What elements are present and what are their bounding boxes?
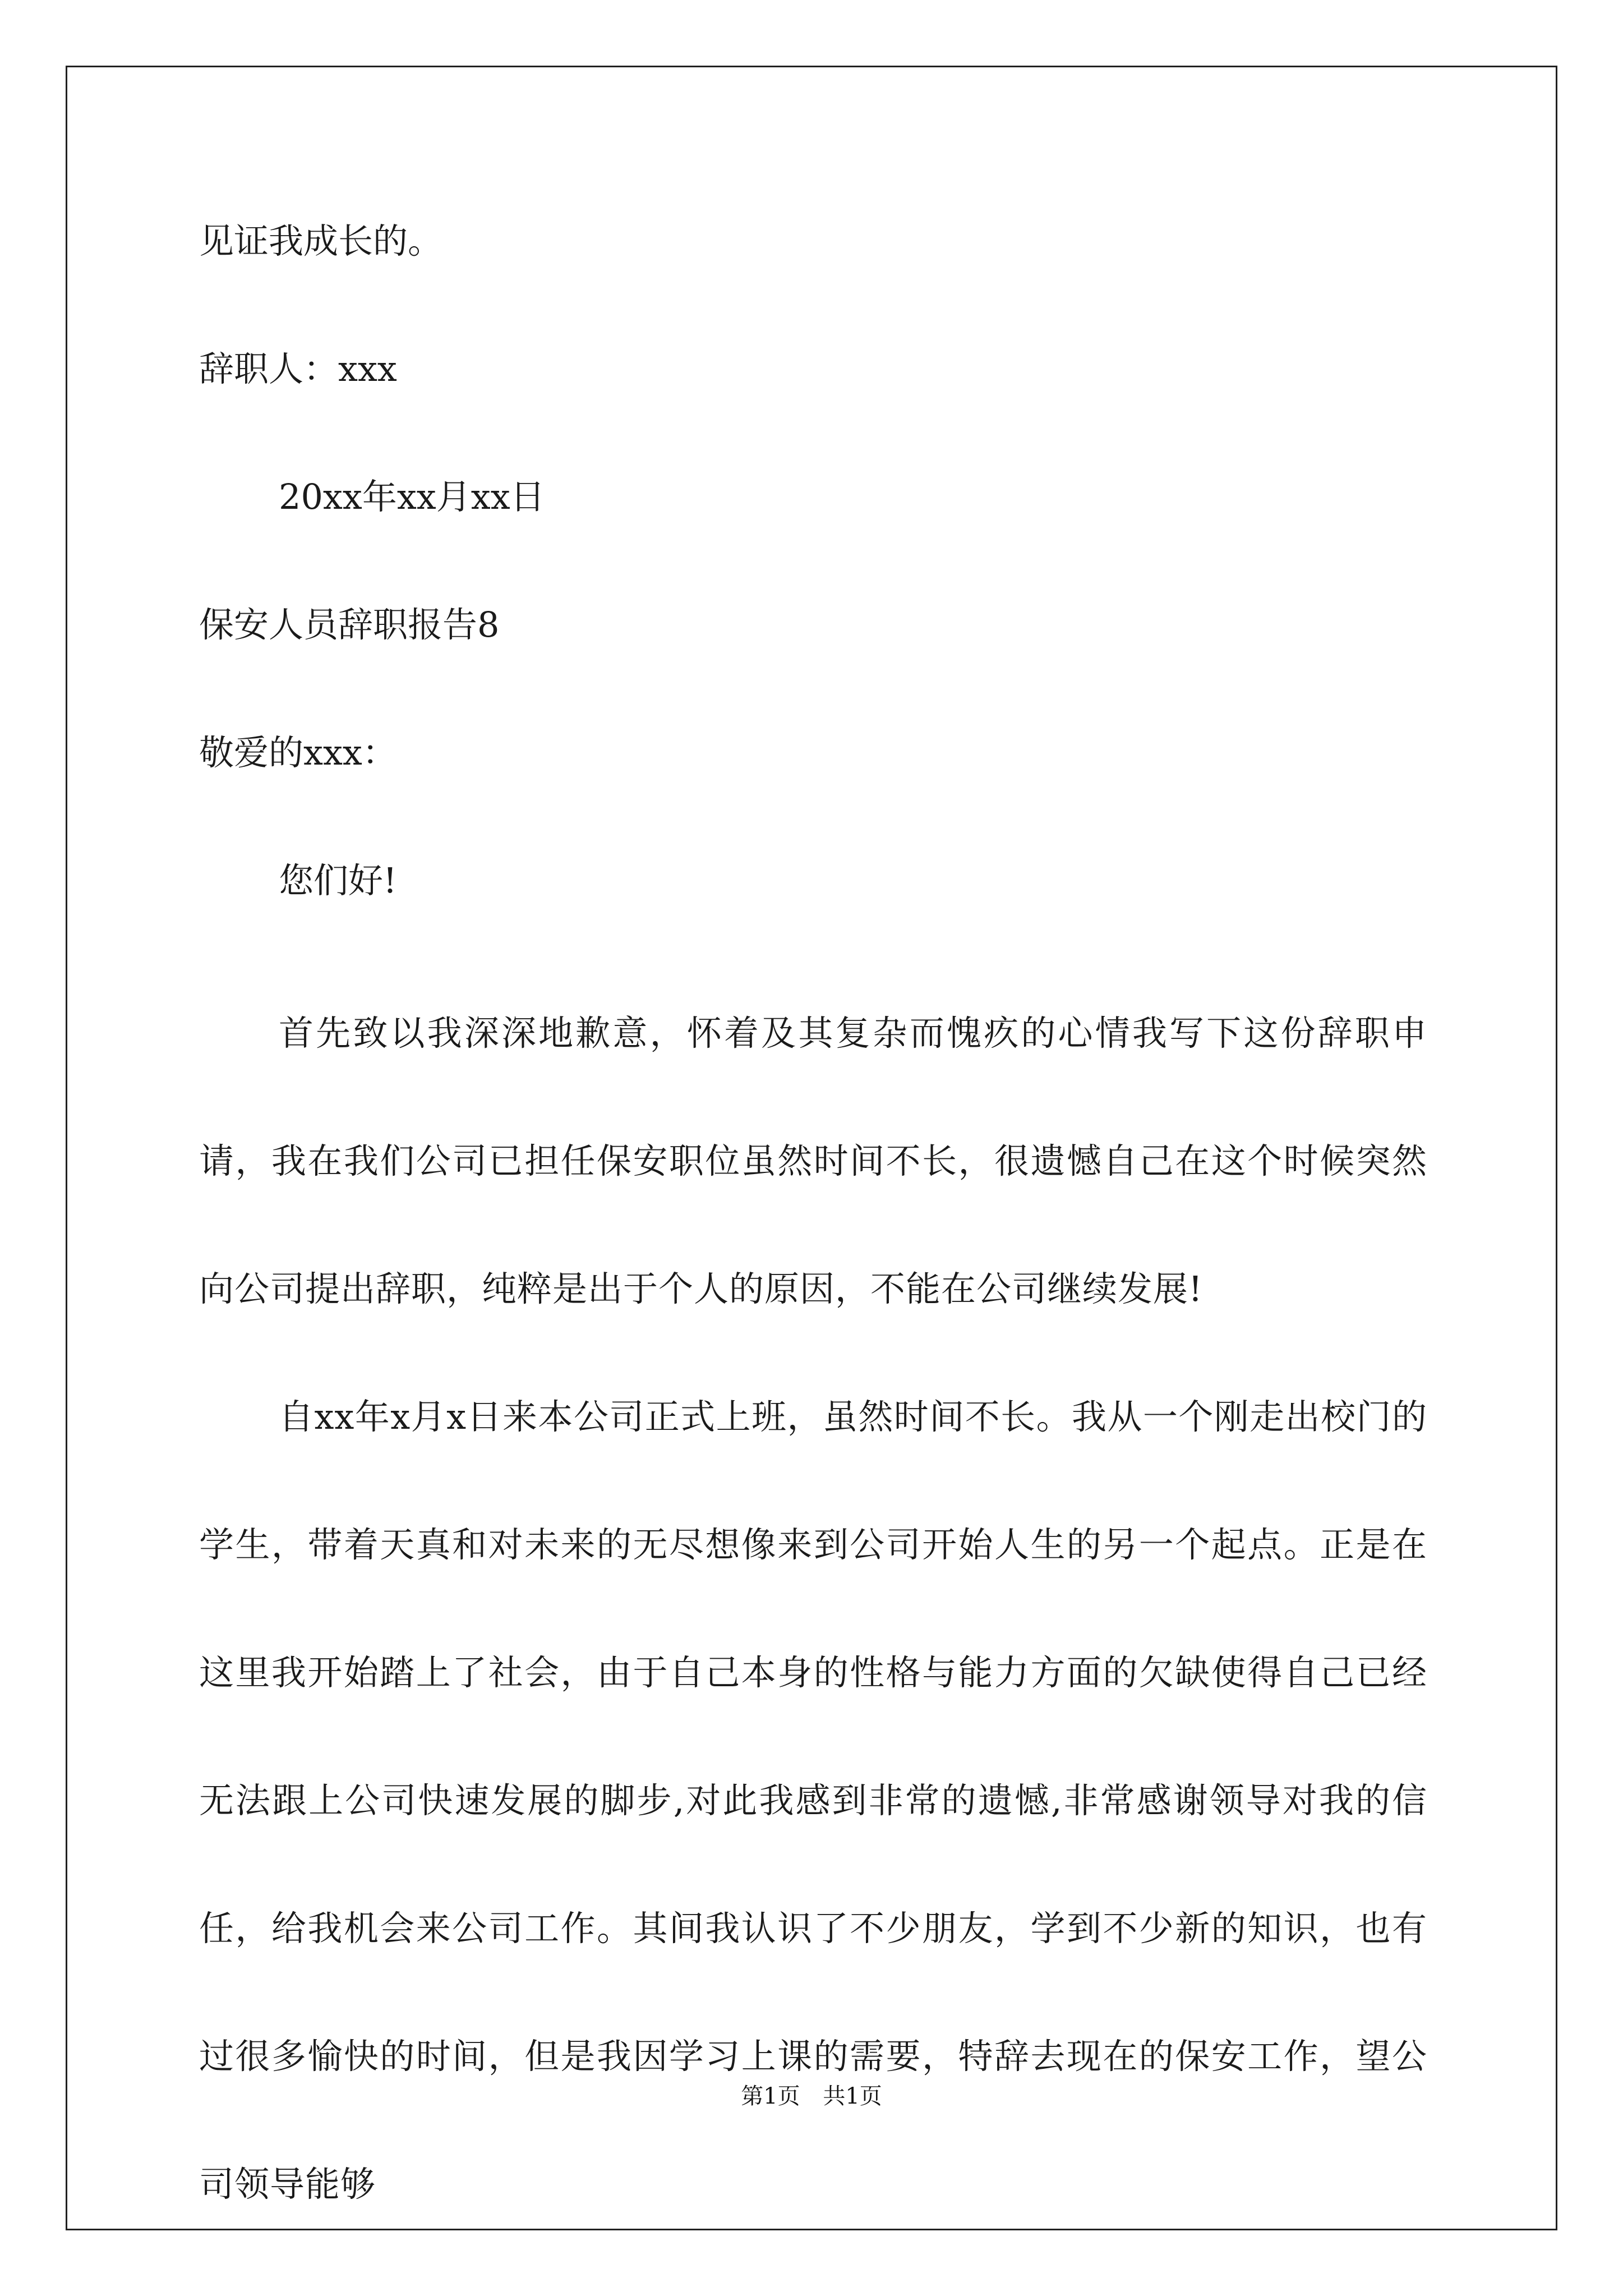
page-number: 第1页 (741, 2083, 800, 2109)
body-paragraph-2: 自xx年x月x日来本公司正式上班，虽然时间不长。我从一个刚走出校门的学生，带着天真和对未来的无尽想像来到公司开始人生的另一个起点。正是在这里我开始踏上了社会，由于自己本身的性格与能力方面的欠缺使得自己已经无法跟上公司快速发展的脚步,对此我感到非常的遗憾,非常感谢领导对我的信任，给我机会来公司工作。其间我认识了不少朋友，学到不少新的知识，也有过很多愉快的时间，但是我因学习上课的需要，特辞去现在的保安工作，望公司领导能够 (199, 1396, 1427, 2205)
section-title: 保安人员辞职报告8 (199, 604, 500, 645)
page-total: 共1页 (823, 2083, 882, 2109)
salutation: 敬爱的xxx： (199, 732, 397, 773)
document-body (199, 202, 1427, 2248)
resigner-line: 辞职人：xxx (199, 348, 397, 389)
closing-line: 见证我成长的。 (199, 220, 443, 261)
body-paragraph-1: 首先致以我深深地歉意，怀着及其复杂而愧疚的心情我写下这份辞职申请，我在我们公司已担任保安职位虽然时间不长，很遗憾自己在这个时候突然向公司提出辞职，纯粹是出于个人的原因，不能在公司继续发展! (199, 1013, 1427, 1309)
greeting: 您们好! (279, 860, 397, 901)
date-line: 20xx年xx月xx日 (279, 476, 545, 517)
page-footer (0, 2078, 1623, 2110)
